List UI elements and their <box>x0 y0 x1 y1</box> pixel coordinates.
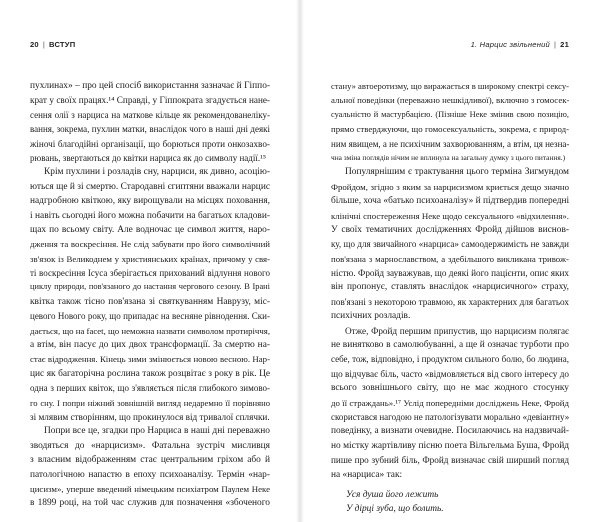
text-line: клінічні спостереження Неке щодо сексуального «відхилення». <box>331 210 569 221</box>
right-running-header <box>471 40 569 49</box>
left-page-number: 20 <box>30 40 39 49</box>
right-page <box>300 0 600 522</box>
right-body-text <box>331 79 569 517</box>
text-line: до її страждань».¹⁷ Услід попередніми досліджень Неке, Фройд <box>331 397 569 408</box>
text-line: і навіть сьогодні його можна побачити на багатьох кладови- <box>30 210 270 221</box>
text-line: більше, хоча «батько психоаналізу» й підтвердив попередні <box>331 196 569 207</box>
text-line: не винятково в самолюбуванні, а ще й означає турботи про <box>331 340 569 351</box>
header-separator: | <box>42 40 46 49</box>
right-section-title: 1. Нарцис звільнений <box>470 40 550 49</box>
text-line: го сну. І попри ніжний зовнішній вигляд недаремно її порівняно <box>30 397 270 408</box>
text-line: альної поведінки (переважно нешкідливої), включно з гомосек- <box>331 95 569 106</box>
text-line: У своїх тематичних дослідженнях Фройд дійшов виснов- <box>331 224 569 235</box>
right-page-number: 21 <box>560 40 569 49</box>
header-separator: | <box>553 40 557 49</box>
text-line: суальністю й мастурбацією. (Пізніше Неке змінив свою позицію, <box>331 109 569 119</box>
poem-quote <box>331 488 569 517</box>
text-line: Популярнішим є трактування цього терміна Зигмундом <box>345 167 569 178</box>
text-line: надгробною квіткою, яку вирощували на місцях поховання, <box>30 196 270 207</box>
text-line: стає відродження. Кінець зими змінюється новою весною. Нар- <box>30 354 270 365</box>
text-line: рювань, звертаються до квітки нарциса як до символу надії.¹⁵ <box>30 152 266 163</box>
left-body-text <box>30 79 270 511</box>
text-line: ті воскресіння Ісуса зберігається прихований відлуння нового <box>30 268 270 279</box>
poem-line: Уся душа його лежить <box>346 489 439 500</box>
text-line: в 1899 році, на той час служив для позначення «збоченого <box>30 498 270 509</box>
text-line: стану» автоеротизму, що виражається в широкому спектрі сексу- <box>331 81 569 91</box>
text-line: патологічною напастю в епоху психоаналізу. Термін «нар- <box>30 469 270 480</box>
text-line: ються ще й зі смертю. Стародавні єгиптяни вважали нарцис <box>30 181 270 192</box>
text-line: жіночі благодійні організації, що борються проти онкозахво- <box>30 138 270 149</box>
text-line: поведінку, а визнати очевидне. Посилаючись на надзвичай- <box>331 426 569 437</box>
text-line: цис як багаторічна рослина також розцвітає з року в рік. Це <box>30 368 270 379</box>
text-line: цевого Нового року, що припадає на весняне рівнодення. Ски- <box>30 311 270 322</box>
text-line: чна зміна поглядів нічим не вплинула на загальну думку з цього питання.) <box>331 152 566 162</box>
text-line: що відчуває біль, часто «відмовляється від свого інтересу до <box>331 368 569 379</box>
left-running-header <box>30 40 75 49</box>
text-line: цисизм», уперше введений німецьким психіатром Паулем Неке <box>30 483 270 494</box>
text-line: скористався нагодою не патологізувати морально «девіантну» <box>331 411 569 422</box>
poem-line: У дірці зуба, що болить. <box>346 504 444 515</box>
text-line: пов'язані з некоторою травмою, як характерних для багатьох <box>331 296 569 307</box>
text-line: одна з перших квіток, що з'являється після глибокого зимово- <box>30 383 270 394</box>
text-line: Крім пухлини і розладів сну, нарциси, як дивно, асоцію- <box>44 167 270 178</box>
left-section-title: ВСТУП <box>49 40 76 49</box>
text-line: Фройдом, згідно з яким за нарцисизмом криється дещо значно <box>331 181 569 192</box>
text-line: Отже, Фройд першим припустив, що нарцисизм полягає <box>345 325 569 336</box>
text-line: щах по всьому світу. Але водночас це символ життя, наро- <box>30 224 270 235</box>
text-line: а втім, він пасує до цих двох трансформації. За смертю на- <box>30 340 270 351</box>
text-line: ним явищем, а не психічним захворюванням, а втім, ця незна- <box>331 138 569 149</box>
text-line: всього зовнішнього світу, що не має жодного стосунку <box>331 383 569 394</box>
text-line: вання, зокрема, пухлин матки, внаслідок чого в наші дні деякі <box>30 124 270 135</box>
text-line: циклу природи, пов'язаного до настання чергового сезону. В Ірані <box>30 282 270 292</box>
text-line: дається, що на facet, що неможна назвати символом протиріччя, <box>30 325 270 336</box>
text-line: зводяться до «нарцисизм». Фатальна зустріч мисливця <box>30 440 270 451</box>
text-line: ністю. Фройд зауважував, що деякі його пацієнти, опис яких <box>331 268 569 279</box>
text-line: Попри все це, згадки про Нарциса в наші дні переважно <box>44 426 270 437</box>
text-line: зі млявим створінням, що прокинулося від тривалої сплячки. <box>30 411 270 422</box>
text-line: він пропонує, ставлять внаслідок «нарцисичного» страху, <box>331 282 569 293</box>
text-line: прямо стверджуючи, що гомосексуальність, зокрема, є природ- <box>331 124 569 135</box>
text-line: но містку жартівливу пісню поета Вільгельма Буша, Фройд <box>331 440 569 451</box>
text-line: на «нарциса» так: <box>331 469 403 480</box>
text-line: психічних розладів. <box>331 311 411 322</box>
text-line: крат у своїх працях.¹⁴ Справді, у Гіппократа згадується нане- <box>30 95 270 106</box>
text-line: дження та воскресіння. Не слід забувати про його символічний <box>30 239 270 250</box>
text-line: квітка також тісно пов'язана зі святкуванням Наврузу, міс- <box>30 296 270 307</box>
text-line: пов'язана з марнославством, а здебільшого викликана тривож- <box>331 253 569 264</box>
text-line: з власним відображенням стає центральним гріхом або й <box>30 455 270 466</box>
right-paragraphs <box>331 79 569 482</box>
text-line: зв'язок із Великоднем у християнських країнах, причому у свя- <box>30 253 270 264</box>
text-line: себе, тож, відповідно, і продуктом сильного болю, бо людина, <box>331 354 569 365</box>
text-line: пише про зубний біль, Фройд визначає свій ширший погляд <box>331 455 569 466</box>
text-line: пухлинах» – про цей спосіб використання зазначає й Гіппо- <box>30 81 270 91</box>
text-line: ку, що для звичайного «нарциса» самоодержимість не завжди <box>331 239 569 250</box>
text-line: сення олії з нарциса на маткове кільце як рекомендованеліку- <box>30 109 270 120</box>
